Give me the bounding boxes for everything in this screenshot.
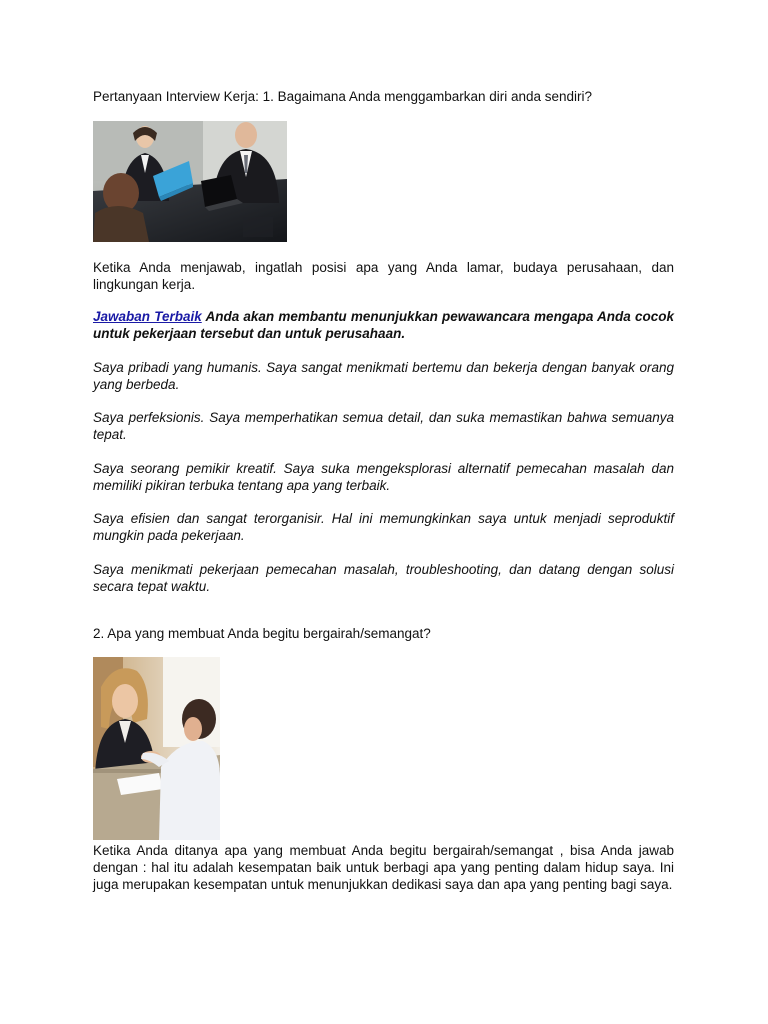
interview-photo-1 xyxy=(93,121,287,242)
answer-paragraph-4: Saya efisien dan sangat terorganisir. Hal ini memungkinkan saya untuk menjadi seproduktif mungkin pada pekerjaan. xyxy=(93,511,674,543)
answer-paragraph-5: Saya menikmati pekerjaan pemecahan masalah, troubleshooting, dan datang dengan solusi secara tepat waktu. xyxy=(93,562,674,594)
best-answer-text: Anda akan membantu menunjukkan pewawancara mengapa Anda cocok untuk pekerjaan tersebut dan untuk perusahaan. xyxy=(93,309,674,341)
intro-paragraph: Ketika Anda menjawab, ingatlah posisi apa yang Anda lamar, budaya perusahaan, dan lingkungan kerja. xyxy=(93,260,674,292)
question-2-heading: 2. Apa yang membuat Anda begitu bergairah/semangat? xyxy=(93,626,431,641)
best-answer-paragraph xyxy=(93,308,674,342)
best-answer-link[interactable]: Jawaban Terbaik xyxy=(93,309,202,324)
answer-paragraph-2: Saya perfeksionis. Saya memperhatikan semua detail, dan suka memastikan bahwa semuanya tepat. xyxy=(93,410,674,442)
answer-paragraph-1: Saya pribadi yang humanis. Saya sangat menikmati bertemu dan bekerja dengan banyak orang yang berbeda. xyxy=(93,360,674,392)
question-1-heading: Pertanyaan Interview Kerja: 1. Bagaimana Anda menggambarkan diri anda sendiri? xyxy=(93,89,593,104)
final-paragraph: Ketika Anda ditanya apa yang membuat Anda begitu bergairah/semangat , bisa Anda jawab dengan : hal itu adalah kesempatan baik untuk berbagi apa yang penting dalam hidup saya. Ini juga merupakan kesempatan untuk menunjukkan dedikasi saya dan apa yang penting bagi saya. xyxy=(93,843,674,892)
answer-paragraph-3: Saya seorang pemikir kreatif. Saya suka mengeksplorasi alternatif pemecahan masalah dan memiliki pikiran terbuka tentang apa yang terbaik. xyxy=(93,461,674,493)
interview-photo-2 xyxy=(93,657,220,840)
